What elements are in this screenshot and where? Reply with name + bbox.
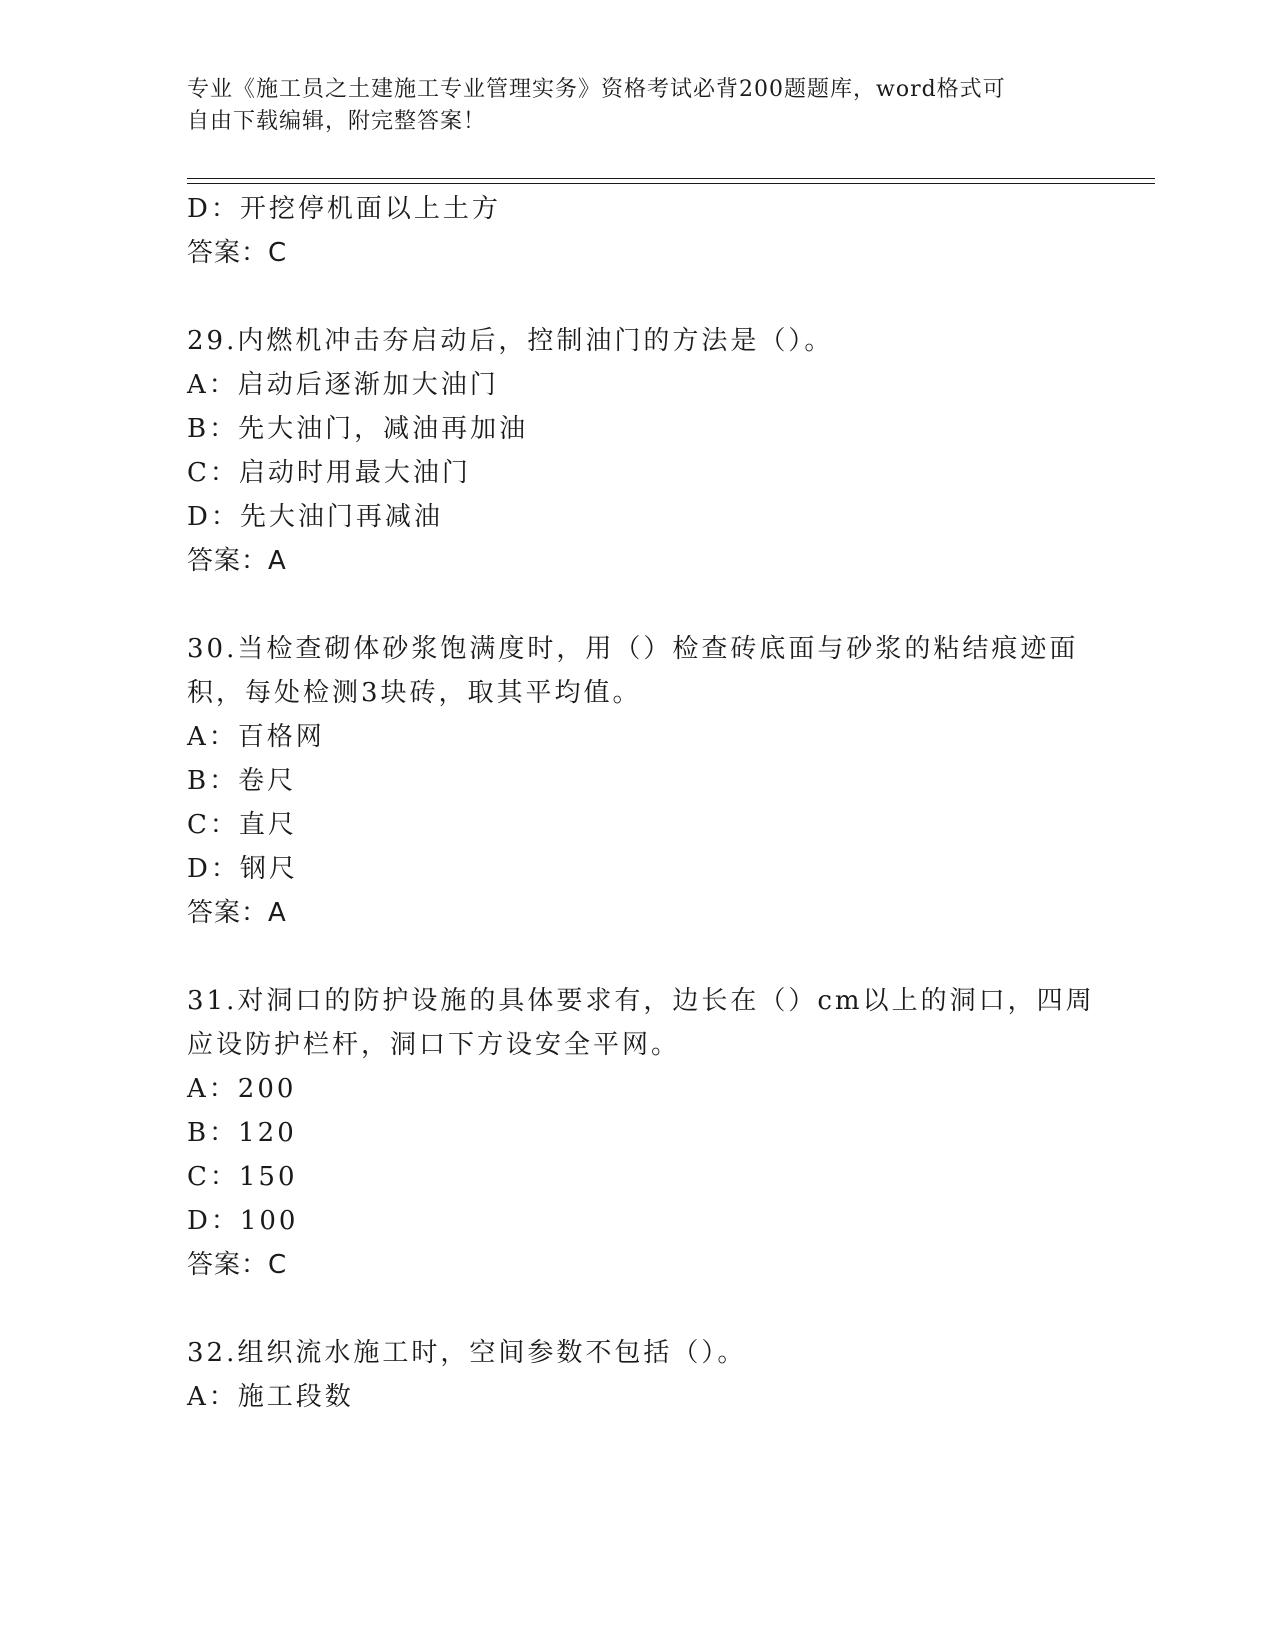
- question-30-stem-line-1: 30.当检查砌体砂浆饱满度时，用（）检查砖底面与砂浆的粘结痕迹面: [187, 634, 1079, 664]
- header-divider-top: [187, 178, 1155, 179]
- question-31-stem-line-1: 31.对洞口的防护设施的具体要求有，边长在（）cm以上的洞口，四周: [187, 986, 1095, 1016]
- question-31-option-d: D：100: [187, 1206, 299, 1236]
- option-d: D：开挖停机面以上土方: [187, 194, 501, 224]
- header-divider-bottom: [187, 183, 1155, 184]
- question-30-option-b: B：卷尺: [187, 766, 297, 796]
- question-30-option-a: A：百格网: [187, 722, 325, 752]
- question-32-stem: 32.组织流水施工时，空间参数不包括（）。: [187, 1338, 747, 1368]
- question-29-answer: 答案：A: [187, 546, 287, 576]
- question-30-option-d: D：钢尺: [187, 854, 298, 884]
- question-31-stem-line-2: 应设防护栏杆，洞口下方设安全平网。: [187, 1030, 681, 1060]
- question-31-option-a: A：200: [187, 1074, 297, 1104]
- question-30-answer: 答案：A: [187, 898, 287, 928]
- question-31-option-b: B：120: [187, 1118, 297, 1148]
- question-32-option-a: A：施工段数: [187, 1382, 354, 1412]
- question-29-stem: 29.内燃机冲击夯启动后，控制油门的方法是（）。: [187, 326, 834, 356]
- header-title-line-1: 专业《施工员之土建施工专业管理实务》资格考试必背200题题库，word格式可: [187, 77, 1006, 102]
- question-29-option-b: B：先大油门，减油再加油: [187, 414, 529, 444]
- document-header: [187, 74, 1087, 138]
- question-30-stem-line-2: 积，每处检测3块砖，取其平均值。: [187, 678, 642, 708]
- question-30-option-c: C：直尺: [187, 810, 297, 840]
- question-29-option-d: D：先大油门再减油: [187, 502, 443, 532]
- answer-line: 答案：C: [187, 238, 288, 268]
- question-29-option-c: C：启动时用最大油门: [187, 458, 471, 488]
- header-title-line-2: 自由下载编辑，附完整答案！: [187, 109, 487, 134]
- question-31-answer: 答案：C: [187, 1250, 288, 1280]
- question-29-option-a: A：启动后逐渐加大油门: [187, 370, 499, 400]
- question-31-option-c: C：150: [187, 1162, 298, 1192]
